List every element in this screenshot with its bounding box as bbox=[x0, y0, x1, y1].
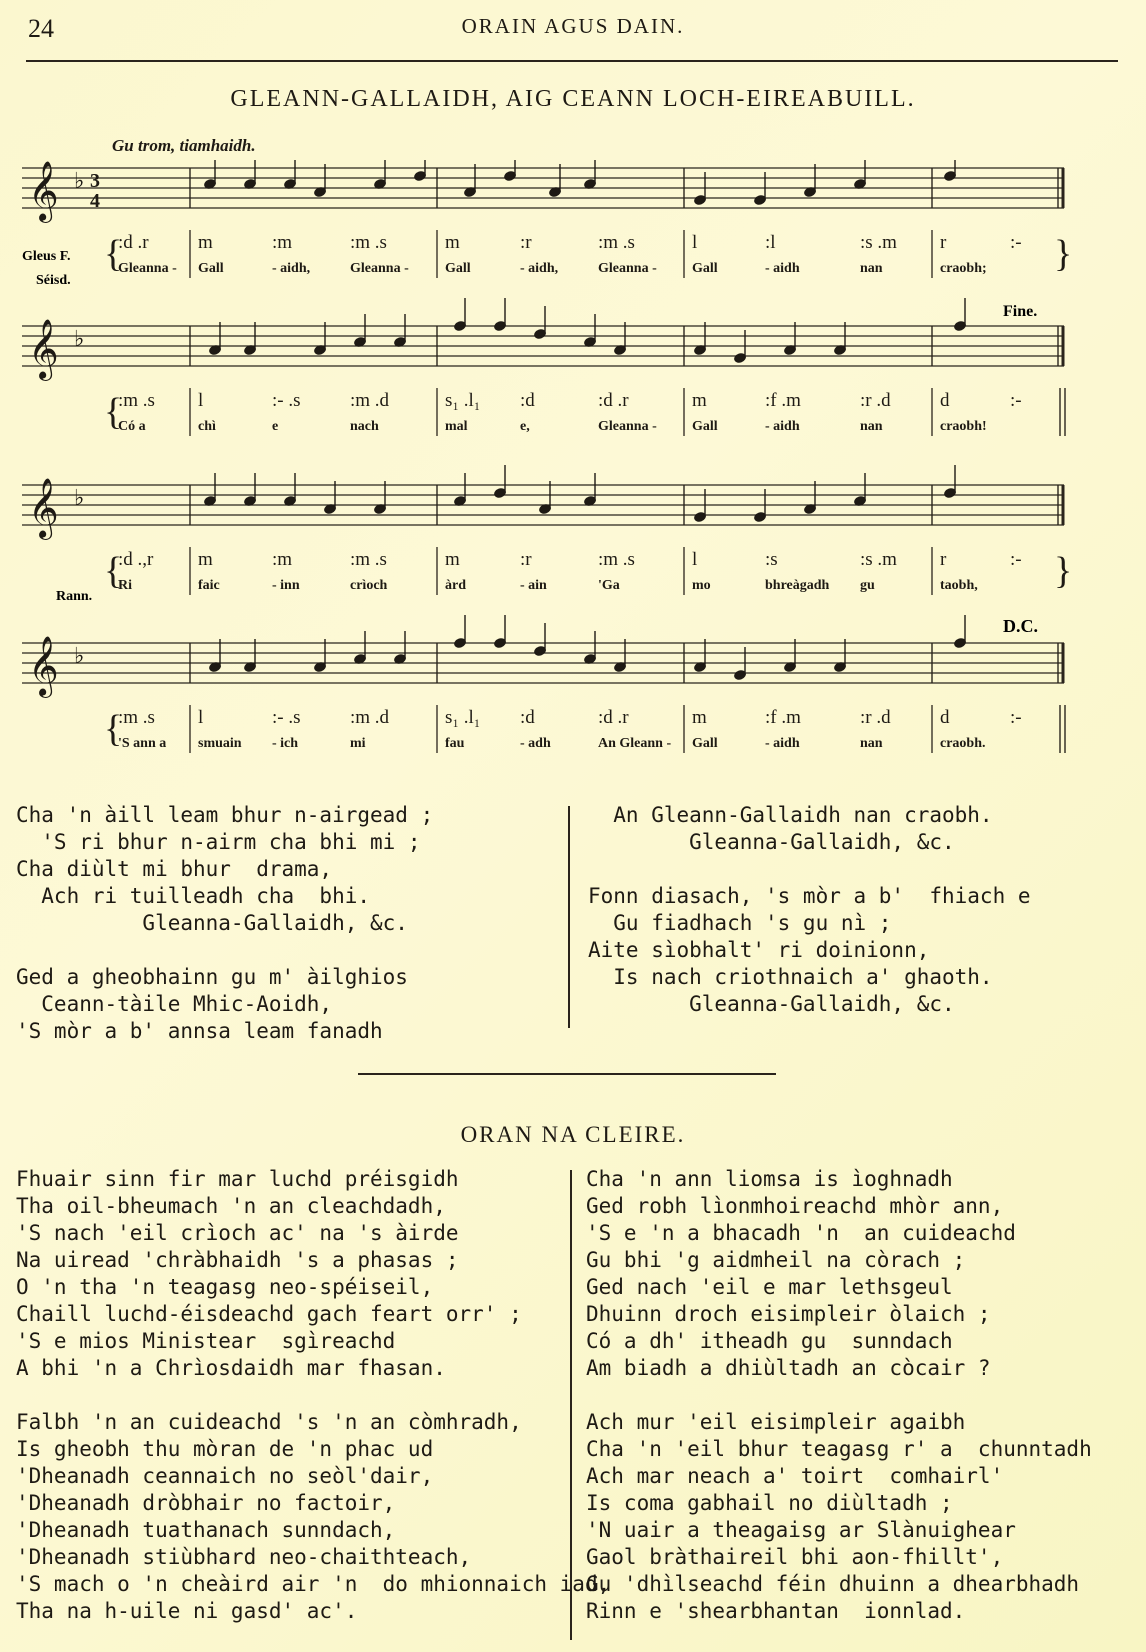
lyric-syllable: Gleanna - bbox=[350, 261, 409, 276]
solfa-note: l bbox=[692, 232, 698, 253]
solfa-note: m bbox=[198, 232, 213, 253]
music-system bbox=[22, 298, 1065, 436]
lyric-syllable: nach bbox=[350, 419, 379, 434]
solfa-note: :m .s bbox=[118, 707, 155, 728]
lyric-syllable: Gall bbox=[692, 736, 718, 751]
solfa-note: :d .,r bbox=[118, 549, 154, 570]
solfa-note: :m bbox=[272, 232, 293, 253]
label-seisd: Séisd. bbox=[36, 273, 71, 288]
solfa-note: :s bbox=[765, 549, 778, 570]
song1-verses-right: An Gleann-Gallaidh nan craobh. Gleanna-Gallaidh, &c. Fonn diasach, 's mòr a b' fhiach e Gu fiadhach 's gu nì ; Aite sìobhalt' ri doinionn, Is nach criothnaich a' ghaoth. Gleanna-Gallaidh, &c. bbox=[588, 803, 1031, 1016]
lyric-syllable: Gall bbox=[692, 419, 718, 434]
header-rule bbox=[26, 60, 1118, 62]
brace-icon: { bbox=[104, 391, 123, 433]
solfa-note: :d .r bbox=[598, 707, 629, 728]
solfa-note: :m bbox=[272, 549, 293, 570]
lyric-syllable: àrd bbox=[445, 578, 466, 593]
solfa-note: m bbox=[692, 390, 707, 411]
running-head: ORAIN AGUS DAIN. bbox=[461, 14, 685, 38]
treble-clef-icon: 𝄞 bbox=[28, 321, 59, 378]
lyric-syllable: smuain bbox=[198, 736, 242, 751]
time-signature: 4 bbox=[90, 190, 100, 212]
lyric-syllable: craobh; bbox=[940, 261, 987, 276]
fine-marking: Fine. bbox=[1003, 303, 1038, 320]
solfa-note: :- .s bbox=[272, 707, 301, 728]
solfa-note: s₁ .l₁ bbox=[445, 390, 481, 411]
solfa-note: d bbox=[940, 390, 950, 411]
lyric-syllable: fau bbox=[445, 736, 465, 751]
song2-verses-left: Fhuair sinn fir mar luchd préisgidh Tha oil-bheumach 'n an cleachdadh, 'S nach 'eil crìoch ac' na 's àirde Na uiread 'chràbhaidh 's a phasas ; O 'n tha 'n teagasg neo-spéiseil, Chaill luchd-éisdeachd gach feart orr' ; 'S e mios Ministear sgìreachd A bhi 'n a Chrìosdaidh mar fhasan. Falbh 'n an cuideachd 's 'n an còmhradh, Is gheobh thu mòran de 'n phac ud 'Dheanadh ceannaich no seòl'dair, 'Dheanadh dròbhair no factoir, 'Dheanadh tuathanach sunndach, 'Dheanadh stiùbhard neo-chaithteach, 'S mach o 'n cheàird air 'n do mhionnaich iad, Tha na h-uile ni gasd' ac'. bbox=[16, 1167, 611, 1623]
solfa-note: :- bbox=[1010, 549, 1022, 570]
brace-icon: } bbox=[1054, 233, 1073, 275]
music-system bbox=[22, 160, 1072, 278]
solfa-note: :d .r bbox=[598, 390, 629, 411]
lyric-syllable: nan bbox=[860, 419, 883, 434]
flat-icon: ♭ bbox=[74, 168, 85, 193]
tempo-marking: Gu trom, tiamhaidh. bbox=[112, 136, 256, 155]
lyric-syllable: - adh bbox=[520, 736, 551, 751]
lyric-syllable: Gleanna - bbox=[598, 261, 657, 276]
lyric-syllable: - aidh, bbox=[272, 261, 311, 276]
solfa-note: :r .d bbox=[860, 707, 891, 728]
solfa-note: :d bbox=[520, 707, 535, 728]
solfa-note: :r bbox=[520, 549, 532, 570]
lyric-syllable: An Gleann - bbox=[598, 736, 672, 751]
lyric-syllable: bhreàgadh bbox=[765, 578, 830, 593]
lyric-syllable: craobh! bbox=[940, 419, 987, 434]
solfa-note: m bbox=[445, 549, 460, 570]
column-divider-2 bbox=[570, 1170, 572, 1640]
lyric-syllable: e, bbox=[520, 419, 530, 434]
solfa-note: :m .s bbox=[598, 549, 635, 570]
lyric-syllable: nan bbox=[860, 261, 883, 276]
lyric-syllable: - inn bbox=[272, 578, 300, 593]
solfa-note: :d bbox=[520, 390, 535, 411]
lyric-syllable: taobh, bbox=[940, 578, 978, 593]
solfa-note: :m .s bbox=[350, 232, 387, 253]
lyric-syllable: Có a bbox=[118, 419, 146, 434]
solfa-note: r bbox=[940, 232, 947, 253]
column-divider bbox=[568, 806, 570, 1028]
brace-icon: } bbox=[1054, 550, 1073, 592]
time-signature: 3 bbox=[90, 170, 100, 192]
dc-marking: D.C. bbox=[1003, 616, 1038, 636]
treble-clef-icon: 𝄞 bbox=[28, 638, 59, 695]
solfa-note: :r .d bbox=[860, 390, 891, 411]
lyric-syllable: Gall bbox=[198, 261, 224, 276]
solfa-note: s₁ .l₁ bbox=[445, 707, 481, 728]
lyric-syllable: mal bbox=[445, 419, 468, 434]
music-system bbox=[22, 615, 1065, 753]
brace-icon: { bbox=[104, 233, 123, 275]
music-score bbox=[0, 160, 1146, 760]
solfa-note: :m .d bbox=[350, 707, 390, 728]
key-label: Gleus F. bbox=[22, 249, 71, 264]
lyric-syllable: - aidh, bbox=[520, 261, 559, 276]
solfa-note: :f .m bbox=[765, 390, 801, 411]
solfa-note: :- bbox=[1010, 707, 1022, 728]
solfa-note: l bbox=[198, 707, 204, 728]
lyric-syllable: chì bbox=[198, 419, 216, 434]
lyric-syllable: - aidh bbox=[765, 261, 800, 276]
solfa-note: :s .m bbox=[860, 232, 897, 253]
flat-icon: ♭ bbox=[74, 485, 85, 510]
solfa-note: :d .r bbox=[118, 232, 149, 253]
lyric-syllable: Gall bbox=[692, 261, 718, 276]
lyric-syllable: nan bbox=[860, 736, 883, 751]
lyric-syllable: - aidh bbox=[765, 736, 800, 751]
song-title: GLEANN-GALLAIDH, AIG CEANN LOCH-EIREABUILL. bbox=[230, 86, 916, 112]
solfa-note: :- bbox=[1010, 390, 1022, 411]
solfa-note: :m .s bbox=[118, 390, 155, 411]
flat-icon: ♭ bbox=[74, 643, 85, 668]
lyric-syllable: mi bbox=[350, 736, 366, 751]
solfa-note: r bbox=[940, 549, 947, 570]
solfa-note: m bbox=[692, 707, 707, 728]
lyric-syllable: mo bbox=[692, 578, 711, 593]
solfa-note: l bbox=[198, 390, 204, 411]
treble-clef-icon: 𝄞 bbox=[28, 480, 59, 537]
solfa-note: m bbox=[198, 549, 213, 570]
solfa-note: :r bbox=[520, 232, 532, 253]
lyric-syllable: gu bbox=[860, 578, 875, 593]
flat-icon: ♭ bbox=[74, 326, 85, 351]
brace-icon: { bbox=[104, 550, 123, 592]
page-number: 24 bbox=[28, 14, 54, 43]
solfa-note: d bbox=[940, 707, 950, 728]
solfa-note: :m .s bbox=[350, 549, 387, 570]
brace-icon: { bbox=[104, 708, 123, 750]
solfa-note: :- .s bbox=[272, 390, 301, 411]
song2-verses-right: Cha 'n ann liomsa is ìoghnadh Ged robh lìonmhoireachd mhòr ann, 'S e 'n a bhacadh 'n an cuideachd Gu bhi 'g aidmheil na còrach ; Ged nach 'eil e mar lethsgeul Dhuinn droch eisimpleir òlaich ; Có a dh' itheadh gu sunndach Am biadh a dhiùltadh an còcair ? Ach mur 'eil eisimpleir agaibh Cha 'n 'eil bhur teagasg r' a chunntadh Ach mar neach a' toirt comhairl' Is coma gabhail no diùltadh ; 'N uair a theagaisg ar Slànuighear Gaol bràthaireil bhi aon-fhillt', Gu 'dhìlseachd féin dhuinn a dhearbhadh Rinn e 'shearbhantan ionnlad. bbox=[586, 1167, 1092, 1623]
solfa-note: l bbox=[692, 549, 698, 570]
lyric-syllable: crìoch bbox=[350, 578, 388, 593]
solfa-note: m bbox=[445, 232, 460, 253]
lyric-syllable: Gleanna - bbox=[598, 419, 657, 434]
song2-title: ORAN NA CLEIRE. bbox=[460, 1122, 686, 1147]
lyric-syllable: Gleanna - bbox=[118, 261, 177, 276]
treble-clef-icon: 𝄞 bbox=[28, 163, 59, 220]
solfa-note: :f .m bbox=[765, 707, 801, 728]
solfa-note: :m .d bbox=[350, 390, 390, 411]
lyric-syllable: - ain bbox=[520, 578, 547, 593]
lyric-syllable: 'Ga bbox=[598, 578, 620, 593]
lyric-syllable: 'S ann a bbox=[118, 736, 167, 751]
lyric-syllable: craobh. bbox=[940, 736, 986, 751]
song1-verses-left: Cha 'n àill leam bhur n-airgead ; 'S ri bhur n-airm cha bhi mi ; Cha diùlt mi bhur drama, Ach ri tuilleadh cha bhi. Gleanna-Gallaidh, &c. Ged a gheobhainn gu m' àilghios Ceann-tàile Mhic-Aoidh, 'S mòr a b' annsa leam fanadh bbox=[16, 803, 434, 1043]
lyric-syllable: Ri bbox=[118, 578, 132, 593]
music-system bbox=[22, 465, 1072, 595]
lyric-syllable: - ich bbox=[272, 736, 299, 751]
solfa-note: :m .s bbox=[598, 232, 635, 253]
lyric-syllable: faic bbox=[198, 578, 220, 593]
lyric-syllable: e bbox=[272, 419, 279, 434]
solfa-note: :l bbox=[765, 232, 776, 253]
lyric-syllable: Gall bbox=[445, 261, 471, 276]
section-rule bbox=[358, 1073, 776, 1075]
solfa-note: :s .m bbox=[860, 549, 897, 570]
solfa-note: :- bbox=[1010, 232, 1022, 253]
label-rann: Rann. bbox=[56, 589, 93, 604]
lyric-syllable: - aidh bbox=[765, 419, 800, 434]
